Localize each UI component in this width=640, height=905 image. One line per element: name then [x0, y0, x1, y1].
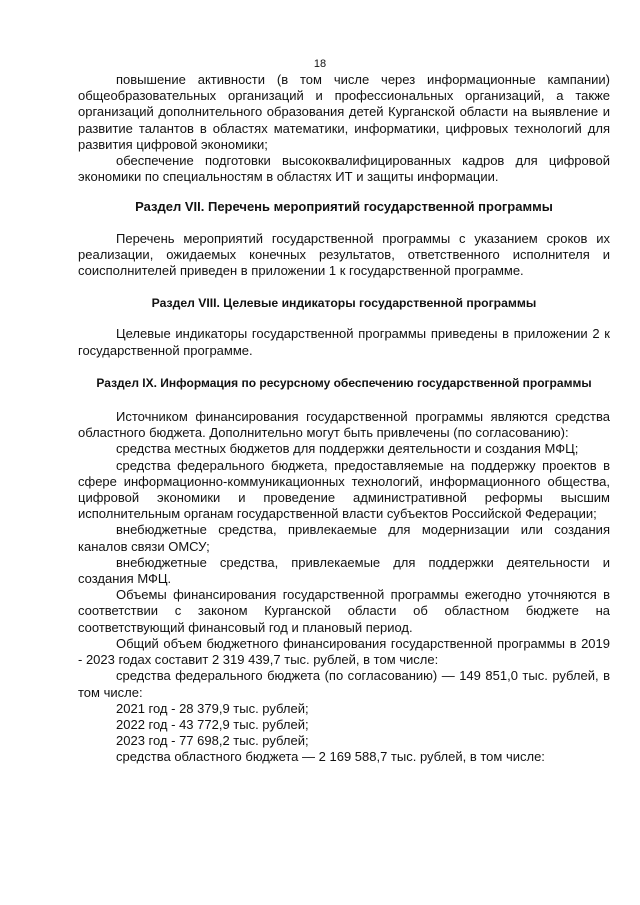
year-amount-line: 2021 год - 28 379,9 тыс. рублей; [116, 700, 309, 716]
section-heading: Раздел IX. Информация по ресурсному обеспечению государственной программы [96, 375, 592, 390]
section-heading: Раздел VIII. Целевые индикаторы государственной программы [151, 296, 537, 311]
year-amount-line: 2023 год - 77 698,2 тыс. рублей; [116, 733, 309, 749]
paragraph: Общий объем бюджетного финансирования государственной программы в 2019 - 2023 годах составит 2 319 439,7 тыс. рублей, в том числе: [78, 635, 610, 668]
page-number: 18 [313, 58, 327, 70]
year-amount-line: 2022 год - 43 772,9 тыс. рублей; [116, 716, 309, 732]
paragraph: внебюджетные средства, привлекаемые для модернизации или создания каналов связи ОМСУ; [78, 522, 610, 554]
paragraph: средства федерального бюджета (по согласованию) — 149 851,0 тыс. рублей, в том числе: [78, 668, 610, 700]
paragraph: Объемы финансирования государственной программы ежегодно уточняются в соответствии с законом Курганской области об областном бюджете на соответствующий финансовый год и плановый период. [78, 587, 610, 635]
paragraph: средства местных бюджетов для поддержки деятельности и создания МФЦ; [116, 441, 579, 457]
paragraph: средства федерального бюджета, предоставляемые на поддержку проектов в сфере информационно-коммуникационных технологий, информационного общества, цифровой экономики и проведение административной реформы высшим исполнительным органам государственной власти субъектов Российской Федерации; [78, 457, 610, 522]
section-heading: Раздел VII. Перечень мероприятий государственной программы [135, 199, 553, 215]
paragraph: Целевые индикаторы государственной программы приведены в приложении 2 к государственной программе. [78, 326, 610, 358]
paragraph: обеспечение подготовки высококвалифицированных кадров для цифровой экономики по специальностям в областях ИТ и защиты информации. [78, 153, 610, 185]
paragraph: Источником финансирования государственной программы являются средства областного бюджета. Дополнительно могут быть привлечены (по согласованию): [78, 409, 610, 441]
paragraph: внебюджетные средства, привлекаемые для поддержки деятельности и создания МФЦ. [78, 554, 610, 587]
paragraph: повышение активности (в том числе через информационные кампании) общеобразовательных организаций и профессиональных организаций, а также организаций дополнительного образования детей Курганской области на выявление и развитие талантов в областях математики, информатики, цифровых технологий для развития цифровой экономики; [78, 72, 610, 152]
paragraph: средства областного бюджета — 2 169 588,7 тыс. рублей, в том числе: [116, 749, 545, 765]
paragraph: Перечень мероприятий государственной программы с указанием сроков их реализации, ожидаемых конечных результатов, ответственного исполнителя и соисполнителей приведен в приложении 1 к государственной программе. [78, 230, 610, 279]
document-body [78, 72, 610, 766]
